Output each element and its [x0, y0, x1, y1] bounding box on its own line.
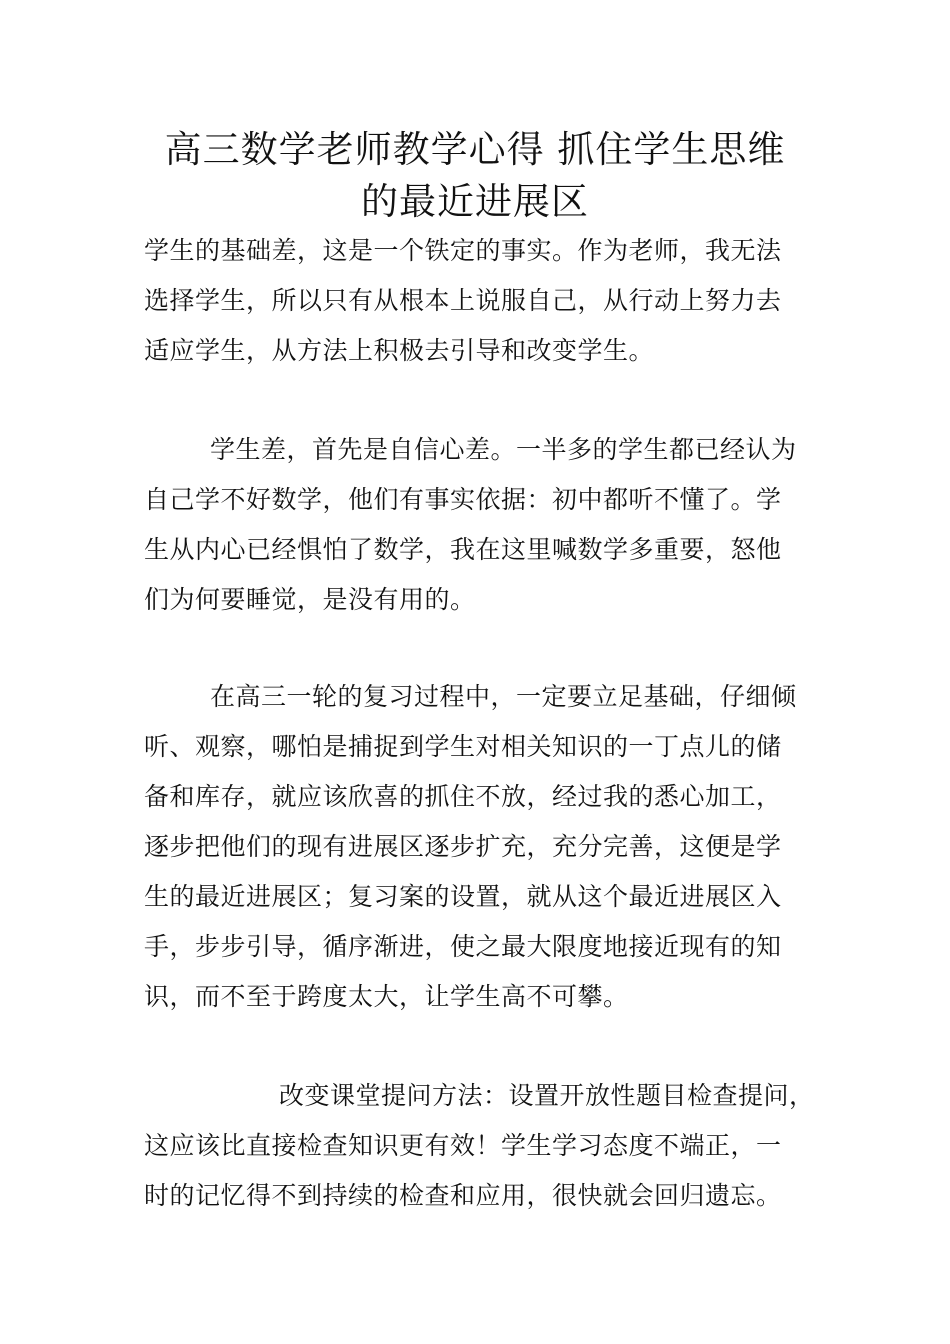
- document-title: [120, 124, 830, 228]
- paragraph-1: [144, 226, 814, 376]
- paragraph-line: 学生差，首先是自信心差。一半多的学生都已经认为: [210, 435, 797, 464]
- paragraph-line: 时的记忆得不到持续的检查和应用，很快就会回归遗忘。: [144, 1181, 782, 1210]
- title-line-2: 的最近进展区: [361, 180, 589, 223]
- paragraph-line: 适应学生，从方法上积极去引导和改变学生。: [144, 336, 655, 365]
- paragraph-line: 逐步把他们的现有进展区逐步扩充，充分完善，这便是学: [144, 832, 782, 861]
- paragraph-2: [144, 425, 814, 625]
- paragraph-line: 们为何要睡觉，是没有用的。: [144, 585, 476, 614]
- paragraph-line: 在高三一轮的复习过程中，一定要立足基础，仔细倾: [210, 682, 797, 711]
- paragraph-line: 生从内心已经惧怕了数学，我在这里喊数学多重要，怒他: [144, 535, 782, 564]
- paragraph-line: 学生的基础差，这是一个铁定的事实。作为老师，我无法: [144, 236, 782, 265]
- paragraph-line: 这应该比直接检查知识更有效！学生学习态度不端正，一: [144, 1131, 782, 1160]
- paragraph-3: [144, 672, 814, 1022]
- paragraph-line: 生的最近进展区；复习案的设置，就从这个最近进展区入: [144, 882, 782, 911]
- title-line-1: 高三数学老师教学心得 抓住学生思维: [164, 128, 786, 171]
- paragraph-line: 选择学生，所以只有从根本上说服自己，从行动上努力去: [144, 286, 782, 315]
- paragraph-line: 改变课堂提问方法：设置开放性题目检查提问，: [279, 1081, 815, 1110]
- paragraph-line: 自己学不好数学，他们有事实依据：初中都听不懂了。学: [144, 485, 782, 514]
- paragraph-line: 听、观察，哪怕是捕捉到学生对相关知识的一丁点儿的储: [144, 732, 782, 761]
- paragraph-line: 备和库存，就应该欣喜的抓住不放，经过我的悉心加工，: [144, 782, 782, 811]
- paragraph-4: [144, 1071, 814, 1221]
- paragraph-line: 识，而不至于跨度太大，让学生高不可攀。: [144, 982, 629, 1011]
- paragraph-line: 手，步步引导，循序渐进，使之最大限度地接近现有的知: [144, 932, 782, 961]
